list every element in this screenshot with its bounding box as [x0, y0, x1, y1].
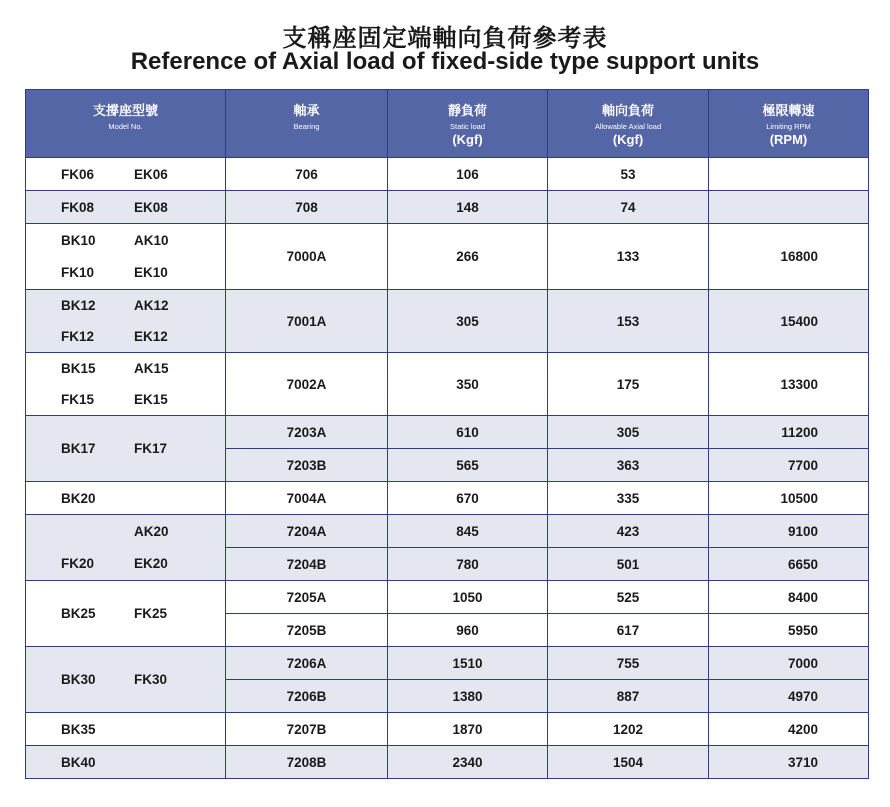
axial-load-cell: 175	[548, 353, 709, 416]
axial-load-cell: 335	[548, 482, 709, 515]
table-row	[26, 581, 869, 614]
axial-load-cell: 1504	[548, 746, 709, 779]
rpm-cell: 3710	[709, 746, 869, 779]
header-axial-en: Allowable Axial load	[594, 122, 662, 131]
model-cell	[26, 158, 226, 191]
rpm-cell: 10500	[709, 482, 869, 515]
rpm-cell: 7000	[709, 647, 869, 680]
header-static	[388, 90, 548, 158]
table-row	[26, 290, 869, 353]
model-cell	[26, 416, 226, 482]
model-code: BK20	[61, 490, 96, 506]
header-bearing-zh: 軸承	[293, 103, 320, 118]
bearing-cell: 708	[226, 191, 388, 224]
axial-load-cell: 1202	[548, 713, 709, 746]
header-model	[26, 90, 226, 158]
axial-load-cell: 525	[548, 581, 709, 614]
header-model-zh: 支撐座型號	[92, 103, 158, 118]
model-code: AK15	[134, 361, 169, 376]
model-code: EK20	[134, 556, 168, 571]
model-code: BK17	[61, 441, 96, 456]
header-static-unit: (Kgf)	[452, 132, 483, 147]
model-code: FK10	[61, 265, 95, 280]
bearing-cell: 7204B	[226, 548, 388, 581]
axial-load-cell: 133	[548, 224, 709, 290]
bearing-cell: 7208B	[226, 746, 388, 779]
header-static-en: Static load	[449, 122, 486, 131]
axial-load-cell: 423	[548, 515, 709, 548]
table-row	[26, 482, 869, 515]
static-load-cell: 1510	[388, 647, 548, 680]
rpm-cell: 11200	[709, 416, 869, 449]
axial-load-table	[25, 89, 869, 779]
axial-load-cell: 617	[548, 614, 709, 647]
axial-load-cell: 53	[548, 158, 709, 191]
bearing-cell: 7002A	[226, 353, 388, 416]
model-code: FK15	[61, 392, 95, 407]
model-code: FK08	[61, 199, 95, 215]
page-title-zh: 支稱座固定端軸向負荷參考表	[282, 25, 608, 52]
header-rpm	[709, 90, 869, 158]
table-row	[26, 746, 869, 779]
bearing-cell: 7205A	[226, 581, 388, 614]
table-row	[26, 647, 869, 680]
model-code: BK10	[61, 233, 96, 248]
static-load-cell: 106	[388, 158, 548, 191]
header-axial-unit: (Kgf)	[612, 132, 644, 147]
header-axial	[548, 90, 709, 158]
model-code: EK10	[134, 265, 168, 280]
axial-load-cell: 887	[548, 680, 709, 713]
model-code: AK12	[134, 298, 169, 313]
header-axial-zh: 軸向負荷	[601, 103, 654, 118]
axial-load-cell: 501	[548, 548, 709, 581]
static-load-cell: 1380	[388, 680, 548, 713]
static-load-cell: 2340	[388, 746, 548, 779]
static-load-cell: 148	[388, 191, 548, 224]
rpm-cell: 4200	[709, 713, 869, 746]
bearing-cell: 7207B	[226, 713, 388, 746]
bearing-cell: 7203B	[226, 449, 388, 482]
rpm-cell: 7700	[709, 449, 869, 482]
table-row	[26, 515, 869, 548]
table-row	[26, 158, 869, 191]
model-cell	[26, 224, 226, 290]
table-row	[26, 713, 869, 746]
model-cell	[26, 290, 226, 353]
model-code: EK08	[134, 199, 168, 215]
static-load-cell: 565	[388, 449, 548, 482]
static-load-cell: 670	[388, 482, 548, 515]
static-load-cell: 845	[388, 515, 548, 548]
model-code: BK15	[61, 361, 96, 376]
bearing-cell: 7204A	[226, 515, 388, 548]
static-load-cell: 610	[388, 416, 548, 449]
rpm-cell: 6650	[709, 548, 869, 581]
model-cell	[26, 191, 226, 224]
static-load-cell: 266	[388, 224, 548, 290]
rpm-cell: 8400	[709, 581, 869, 614]
header-model-en: Model No.	[108, 122, 143, 131]
model-code: FK25	[134, 606, 168, 621]
rpm-cell: 16800	[709, 224, 869, 290]
model-cell	[26, 581, 226, 647]
table-row	[26, 416, 869, 449]
bearing-cell: 7000A	[226, 224, 388, 290]
rpm-cell: 15400	[709, 290, 869, 353]
table-header	[26, 90, 869, 158]
model-code: BK30	[61, 672, 96, 687]
model-code: AK10	[134, 233, 169, 248]
axial-load-cell: 74	[548, 191, 709, 224]
static-load-cell: 1050	[388, 581, 548, 614]
model-code: FK06	[61, 166, 95, 182]
model-code: FK12	[61, 329, 95, 344]
header-bearing	[226, 90, 388, 158]
rpm-cell	[709, 158, 869, 191]
header-rpm-unit: (RPM)	[769, 132, 808, 147]
model-cell	[26, 647, 226, 713]
model-code: BK12	[61, 298, 96, 313]
model-code: BK35	[61, 721, 96, 737]
axial-load-cell: 305	[548, 416, 709, 449]
model-code: EK15	[134, 392, 168, 407]
page-title-en: Reference of Axial load of fixed-side type support units	[130, 48, 760, 75]
model-code: EK06	[134, 166, 168, 182]
table-row	[26, 191, 869, 224]
axial-load-cell: 153	[548, 290, 709, 353]
model-cell	[26, 353, 226, 416]
model-code: BK40	[61, 754, 96, 770]
bearing-cell: 7206A	[226, 647, 388, 680]
model-code: AK20	[134, 524, 169, 539]
table-row	[26, 224, 869, 290]
bearing-cell: 7203A	[226, 416, 388, 449]
model-cell	[26, 746, 226, 779]
bearing-cell: 7001A	[226, 290, 388, 353]
model-code: BK25	[61, 606, 96, 621]
rpm-cell: 13300	[709, 353, 869, 416]
header-rpm-zh: 極限轉速	[762, 103, 815, 118]
static-load-cell: 305	[388, 290, 548, 353]
header-static-zh: 靜負荷	[447, 103, 487, 118]
model-cell	[26, 482, 226, 515]
rpm-cell: 4970	[709, 680, 869, 713]
bearing-cell: 7004A	[226, 482, 388, 515]
model-code: FK17	[134, 441, 168, 456]
static-load-cell: 350	[388, 353, 548, 416]
model-code: FK20	[61, 556, 95, 571]
axial-load-cell: 363	[548, 449, 709, 482]
bearing-cell: 7205B	[226, 614, 388, 647]
rpm-cell	[709, 191, 869, 224]
header-rpm-en: Limiting RPM	[766, 122, 811, 131]
static-load-cell: 780	[388, 548, 548, 581]
rpm-cell: 9100	[709, 515, 869, 548]
axial-load-cell: 755	[548, 647, 709, 680]
bearing-cell: 7206B	[226, 680, 388, 713]
rpm-cell: 5950	[709, 614, 869, 647]
table-row	[26, 353, 869, 416]
static-load-cell: 1870	[388, 713, 548, 746]
header-bearing-en: Bearing	[293, 122, 320, 131]
model-code: EK12	[134, 329, 168, 344]
model-cell	[26, 515, 226, 581]
bearing-cell: 706	[226, 158, 388, 191]
model-code: FK30	[134, 672, 168, 687]
static-load-cell: 960	[388, 614, 548, 647]
model-cell	[26, 713, 226, 746]
